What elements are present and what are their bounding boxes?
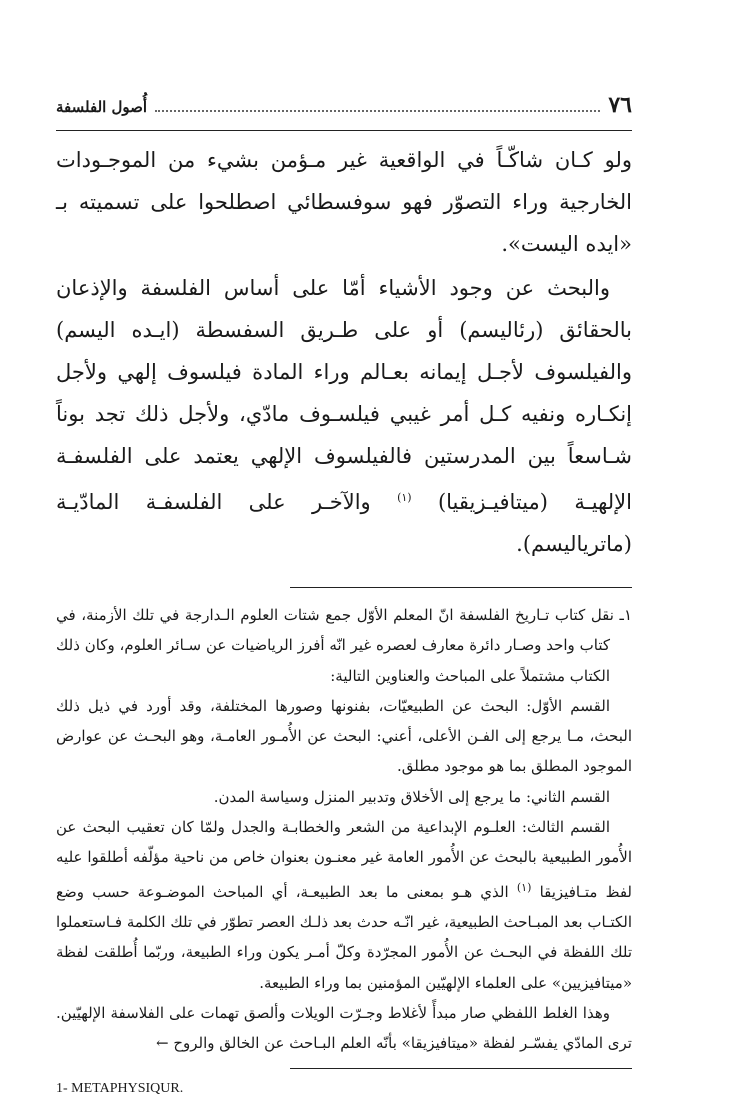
footnote-paragraph: ١ـ نقل كتاب تـاريخ الفلسفة انّ المعلم الأوّل جمع شتات العلوم الـدارجة في تلك الأزمنة، في كتاب واحد وصـار دائرة معارف لعصره غير انّه أفرز الرياضيات عن سـائر العلوم، وكان ذلك الكتاب مشتملاً على المباحث والعناوين التالية: — [56, 606, 632, 685]
header-rule — [56, 130, 632, 131]
running-title: أُصول الفلسفة — [56, 98, 148, 116]
paragraph: ولو كـان شاكّـاً في الواقعية غير مـؤمن بشيء من الموجـودات الخارجية وراء التصوّر فهو سوفسطائي اصطلحوا على تسميته بـ «ايده اليست». — [56, 148, 632, 256]
page-header — [56, 92, 632, 126]
footnote-paragraph: القسم الثالث: العلـوم الإبداعية من الشعر والخطابـة والجدل ولمّا كان تعقيب البحث عن الأُمور الطبيعية بالبحث عن الأُمور العامة غير معنـون بعنوان خاص من ناحية مؤلّفه أطلقوا عليه لفظ متـافيزيقا $^{(١)}$ الذي هـو بمعنى ما بعد الطبيعـة، أي المباحث الموضـوعة حسب وضع الكتـاب بعد المبـاحث الطبيعية، غير انّـه حدث بعد ذلـك العصر تطوّر في تلك الكلمة فـاستعملوا تلك اللفظة في البحـث عن الأُمور المجرّدة وكلّ أمـر يكون وراء الطبيعة، وربّما أُطلقت لفظة «ميتافيزيين» على العلماء الإلهيّين المؤمنين بما وراء الطبيعة. — [56, 818, 632, 992]
dotted-leader — [155, 110, 600, 112]
paragraph: والبحث عن وجود الأشياء أمّا على أساس الفلسفة والإذعان بالحقائق (رئاليسم) أو على طـريق السفسطة (ايـده اليسم) والفيلسوف لأجـل إيمانه بعـالم وراء المادة فيلسوف إلهي ولأجل إنكـاره ونفيه كـل أمر غيبي فيلسـوف مادّي، ولأجل ذلك تجد بوناً شـاسعاً بين المدرستين فالفيلسوف الإلهي يعتمد على الفلسفـة الإلهيـة (ميتافيـزيقيا) $^{(١)}$ والآخـر على الفلسفـة المادّيـة (ماترياليسم). — [56, 276, 632, 556]
footnote-paragraph: القسم الثاني: ما يرجع إلى الأخلاق وتدبير المنزل وسياسة المدن. — [213, 787, 610, 806]
footnote-marker: (١) — [397, 491, 412, 504]
footnote-paragraph: وهذا الغلط اللفظي صار مبدأً لأغلاط وجـرّت الويلات وألصق تهمات على الفلاسفة الإلهيّين. ترى المادّي يفسّـر لفظة «ميتافيزيقا» بأنّه العلم البـاحث عن الخالق والروح ← — [56, 1003, 632, 1053]
footnote-paragraph: القسم الأوّل: البحث عن الطبيعيّات، بفنونها وصورها المختلفة، وقد أورد في ذيل ذلك البحث، مـا يرجع إلى الفـن الأعلى، أعني: البحث عن الأُمـور العامـة، وهو البحـث عن عوارض الموجود المطلق بما هو موجود مطلق. — [56, 696, 632, 776]
main-text — [56, 139, 632, 565]
footnotes — [56, 600, 632, 1058]
latin-footnote: 1- METAPHYSIQUR. — [56, 1081, 184, 1097]
footnote-separator — [290, 587, 632, 588]
page — [56, 92, 632, 1097]
footnote-marker: (١) — [516, 880, 532, 894]
footnote-separator-bottom — [290, 1068, 632, 1069]
page-number: ٧٦ — [608, 92, 632, 118]
